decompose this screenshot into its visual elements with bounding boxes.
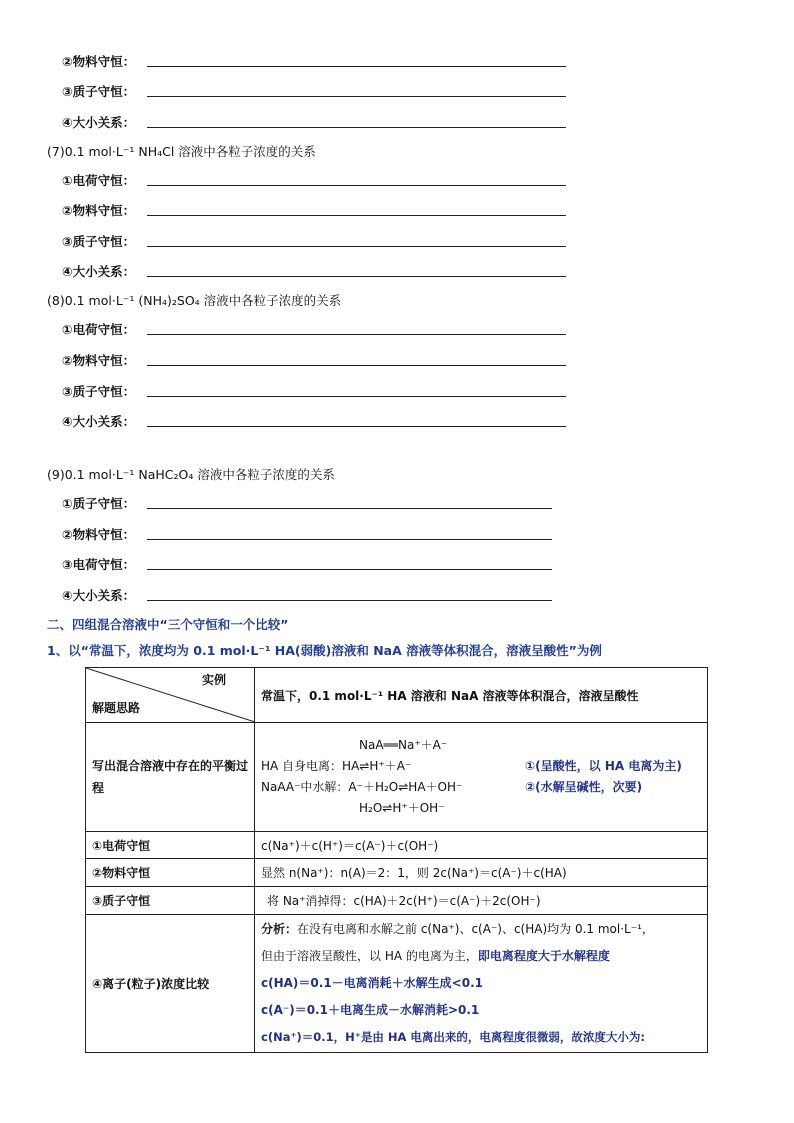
question-7-heading: (7)0.1 mol·L⁻¹ NH₄Cl 溶液中各粒子浓度的关系 bbox=[47, 144, 316, 159]
eq-line: H₂O⇌H⁺＋OH⁻ bbox=[359, 801, 445, 815]
row-label-compare: ④离子(粒子)浓度比较 bbox=[86, 915, 255, 1053]
answer-line[interactable] bbox=[147, 334, 566, 335]
proton-balance-cell: 将 Na⁺消掉得：c(HA)＋2c(H⁺)＝c(A⁻)＋2c(OH⁻) bbox=[255, 887, 708, 915]
compare-line: c(Na⁺)＝0.1，H⁺是由 HA 电离出来的，电离程度很微弱，故浓度大小为: bbox=[261, 1030, 645, 1044]
compare-line bbox=[261, 943, 701, 970]
analysis-label: 分析： bbox=[261, 922, 298, 936]
eq-line: NaA══Na⁺＋A⁻ bbox=[359, 738, 448, 752]
row-label-equilibria: 写出混合溶液中存在的平衡过程 bbox=[86, 723, 255, 832]
fill-label: ④大小关系： bbox=[62, 588, 136, 603]
row-label-charge: ①电荷守恒 bbox=[86, 832, 255, 859]
fill-label: ③质子守恒： bbox=[62, 84, 136, 99]
answer-line[interactable] bbox=[147, 396, 566, 397]
eq-text: NaAA⁻中水解：A⁻＋H₂O⇌HA＋OH⁻ bbox=[261, 780, 463, 794]
eq-line bbox=[261, 777, 701, 798]
material-balance-cell: 显然 n(Na⁺)：n(A)＝2：1，则 2c(Na⁺)＝c(A⁻)＋c(HA) bbox=[255, 859, 708, 887]
answer-line[interactable] bbox=[147, 426, 566, 427]
question-9-heading: (9)0.1 mol·L⁻¹ NaHC₂O₄ 溶液中各粒子浓度的关系 bbox=[47, 467, 335, 482]
compare-line: c(HA)＝0.1－电离消耗＋水解生成<0.1 bbox=[261, 976, 483, 990]
compare-line: c(A⁻)＝0.1＋电离生成－水解消耗>0.1 bbox=[261, 1003, 480, 1017]
diagonal-header-cell bbox=[86, 668, 255, 723]
answer-line[interactable] bbox=[147, 365, 566, 366]
header-case-text: 常温下，0.1 mol·L⁻¹ HA 溶液和 NaA 溶液等体积混合，溶液呈酸性 bbox=[255, 668, 708, 723]
answer-line[interactable] bbox=[147, 66, 566, 67]
header-approach-label: 解题思路 bbox=[92, 701, 141, 715]
fill-label: ③电荷守恒： bbox=[62, 557, 136, 572]
eq-text: HA 自身电离：HA⇌H⁺＋A⁻ bbox=[261, 759, 412, 773]
fill-label: ②物料守恒： bbox=[62, 353, 136, 368]
question-8-heading: (8)0.1 mol·L⁻¹ (NH₄)₂SO₄ 溶液中各粒子浓度的关系 bbox=[47, 293, 342, 308]
fill-label: ④大小关系： bbox=[62, 264, 136, 279]
answer-line[interactable] bbox=[147, 215, 566, 216]
compare-cell bbox=[255, 915, 708, 1053]
charge-balance-cell: c(Na⁺)＋c(H⁺)＝c(A⁻)＋c(OH⁻) bbox=[255, 832, 708, 859]
answer-line[interactable] bbox=[147, 569, 552, 570]
compare-line bbox=[261, 916, 701, 943]
analysis-text: 在没有电离和水解之前 c(Na⁺)、c(A⁻)、c(HA)均为 0.1 mol·L⁻¹， bbox=[297, 922, 654, 936]
fill-label: ③质子守恒： bbox=[62, 384, 136, 399]
fill-label: ①质子守恒： bbox=[62, 496, 136, 511]
equilibria-cell bbox=[255, 723, 708, 832]
answer-line[interactable] bbox=[147, 96, 566, 97]
row-label-proton: ③质子守恒 bbox=[86, 887, 255, 915]
fill-label: ①电荷守恒： bbox=[62, 322, 136, 337]
section-subtitle: 1、以“常温下，浓度均为 0.1 mol·L⁻¹ HA(弱酸)溶液和 NaA 溶液等体积混合，溶液呈酸性”为例 bbox=[47, 643, 602, 658]
analysis-emphasis: 即电离程度大于水解程度 bbox=[477, 949, 610, 963]
fill-label: ④大小关系： bbox=[62, 414, 136, 429]
fill-label: ②物料守恒： bbox=[62, 54, 136, 69]
eq-line bbox=[261, 756, 701, 777]
answer-line[interactable] bbox=[147, 539, 552, 540]
answer-line[interactable] bbox=[147, 600, 552, 601]
section-title: 二、四组混合溶液中“三个守恒和一个比较” bbox=[47, 617, 289, 632]
fill-label: ②物料守恒： bbox=[62, 527, 136, 542]
analysis-text: 但由于溶液呈酸性，以 HA 的电离为主， bbox=[261, 949, 478, 963]
answer-line[interactable] bbox=[147, 127, 566, 128]
example-table bbox=[85, 667, 708, 1053]
answer-line[interactable] bbox=[147, 508, 552, 509]
row-label-material: ②物料守恒 bbox=[86, 859, 255, 887]
header-example-label: 实例 bbox=[201, 673, 226, 687]
fill-label: ③质子守恒： bbox=[62, 234, 136, 249]
answer-line[interactable] bbox=[147, 246, 566, 247]
eq-note: ②(水解呈碱性，次要) bbox=[525, 780, 643, 794]
answer-line[interactable] bbox=[147, 185, 566, 186]
answer-line[interactable] bbox=[147, 276, 566, 277]
eq-note: ①(呈酸性，以 HA 电离为主) bbox=[525, 759, 682, 773]
fill-label: ①电荷守恒： bbox=[62, 173, 136, 188]
fill-label: ④大小关系： bbox=[62, 115, 136, 130]
fill-label: ②物料守恒： bbox=[62, 203, 136, 218]
